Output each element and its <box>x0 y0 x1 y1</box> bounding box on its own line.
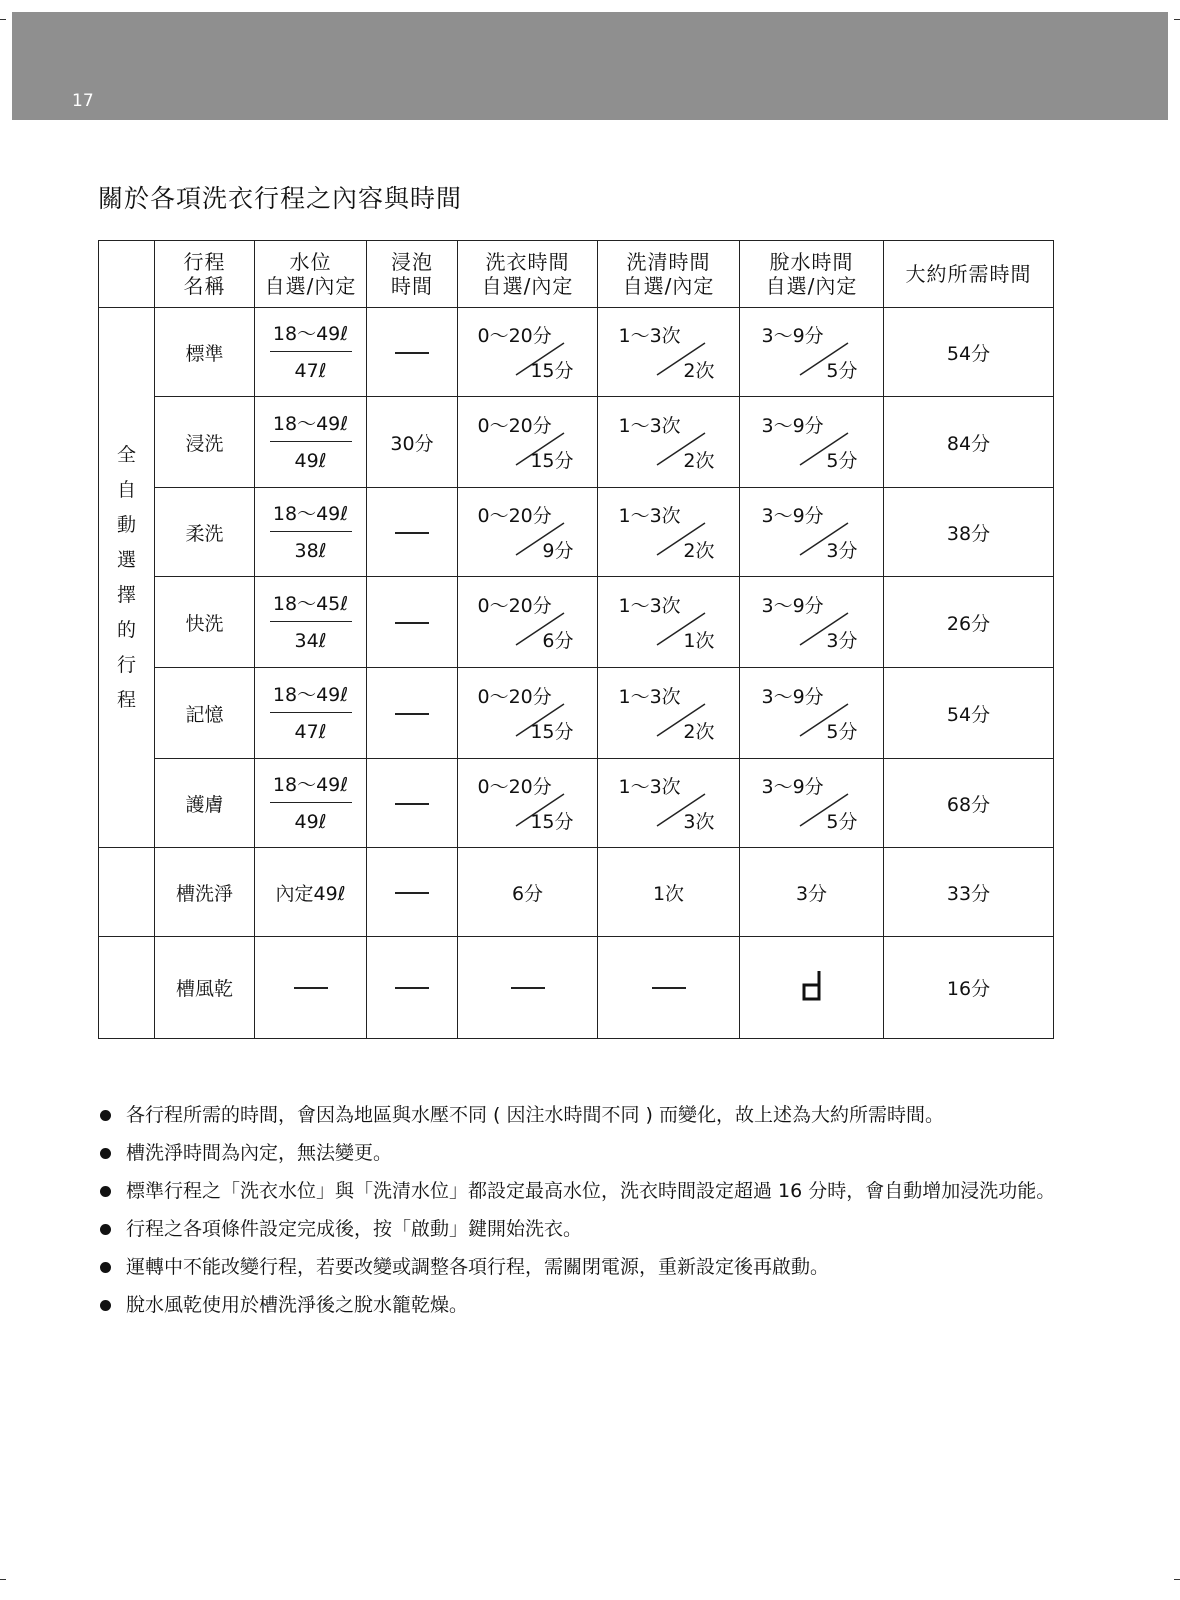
note-text: 槽洗淨時間為內定，無法變更。 <box>126 1142 393 1164</box>
cycle-name: 浸洗 <box>185 432 224 455</box>
not-applicable-dash <box>395 892 429 894</box>
wash-time-range: 0～20分 <box>477 415 552 437</box>
wash-time-setting <box>468 409 588 475</box>
fraction-bar <box>270 802 352 803</box>
soak-time-cell <box>367 397 458 488</box>
note-item <box>98 1216 1058 1242</box>
fraction-bar <box>270 621 352 622</box>
not-applicable-dash <box>395 352 429 354</box>
rinse-count: 1次 <box>652 882 685 905</box>
bullet-icon <box>100 1224 111 1235</box>
note-item <box>98 1292 1058 1318</box>
crop-mark <box>1174 1579 1180 1580</box>
note-text: 各行程所需的時間，會因為地區與水壓不同 ( 因注水時間不同 ) 而變化，故上述為大約所需時間。 <box>126 1104 944 1126</box>
spin-time-cell <box>740 308 884 397</box>
water-level-range: 18～49ℓ <box>272 773 349 796</box>
rinse-count-setting <box>609 319 729 385</box>
wash-time-default: 15分 <box>530 721 574 743</box>
not-applicable-dash <box>395 987 429 989</box>
water-level-fraction <box>270 591 352 654</box>
water-level-cell <box>255 397 367 488</box>
water-level-default: 47ℓ <box>294 720 327 743</box>
spin-time-default: 5分 <box>826 721 858 743</box>
wash-time-default: 15分 <box>530 450 574 472</box>
cycle-name-cell <box>155 397 255 488</box>
water-level-range: 18～45ℓ <box>272 592 349 615</box>
cycle-name-cell <box>155 488 255 577</box>
spin-time: 3分 <box>795 882 828 905</box>
note-text: 行程之各項條件設定完成後，按「啟動」鍵開始洗衣。 <box>126 1218 583 1240</box>
header-wash-time: 洗衣時間 自選/內定 <box>458 241 598 308</box>
soak-time-cell <box>367 308 458 397</box>
group-label-char: 行 <box>116 653 136 676</box>
cycle-name: 柔洗 <box>185 522 224 545</box>
water-level-cell <box>255 577 367 668</box>
spin-time-cell <box>740 848 884 937</box>
rinse-count-range: 1～3次 <box>618 595 681 617</box>
wash-time-range: 0～20分 <box>477 686 552 708</box>
spin-time-cell <box>740 937 884 1039</box>
rinse-count-setting <box>609 589 729 655</box>
water-level-default: 49ℓ <box>294 449 327 472</box>
header-soak-time: 浸泡 時間 <box>367 241 458 308</box>
page-number: 17 <box>72 91 94 111</box>
rinse-count-range: 1～3次 <box>618 505 681 527</box>
wash-time-setting <box>468 589 588 655</box>
rinse-cell <box>598 668 740 759</box>
total-time: 16分 <box>946 978 991 1000</box>
cycle-name: 槽風乾 <box>175 978 233 1000</box>
rinse-cell <box>598 937 740 1039</box>
table-header-row <box>99 241 1054 308</box>
rinse-count-setting <box>609 680 729 746</box>
header-band <box>12 12 1168 120</box>
total-time-cell <box>884 308 1054 397</box>
water-level-range: 18～49ℓ <box>272 683 349 706</box>
not-applicable-dash <box>395 622 429 624</box>
header-spin-time: 脫水時間 自選/內定 <box>740 241 884 308</box>
wash-time-default: 9分 <box>542 540 574 562</box>
spin-time-cell <box>740 668 884 759</box>
table-row <box>99 577 1054 668</box>
wash-time-cell <box>458 308 598 397</box>
wash-time-range: 0～20分 <box>477 776 552 798</box>
note-item <box>98 1102 1058 1128</box>
header-group <box>99 241 155 308</box>
total-time-cell <box>884 668 1054 759</box>
total-time-cell <box>884 577 1054 668</box>
not-applicable-dash <box>395 713 429 715</box>
total-time-cell <box>884 488 1054 577</box>
note-item <box>98 1140 1058 1166</box>
total-time: 26分 <box>946 612 991 635</box>
total-time: 54分 <box>946 703 991 726</box>
cycle-name: 記憶 <box>185 703 224 726</box>
water-level-cell <box>255 668 367 759</box>
cycle-name: 護膚 <box>185 793 224 816</box>
wash-time-default: 15分 <box>530 811 574 833</box>
spin-time-cell <box>740 759 884 848</box>
table-row <box>99 759 1054 848</box>
bullet-icon <box>100 1110 111 1121</box>
total-time: 68分 <box>946 793 991 816</box>
total-time: 33分 <box>946 882 991 905</box>
rinse-count-range: 1～3次 <box>618 415 681 437</box>
wash-time-cell <box>458 937 598 1039</box>
water-level-default: 38ℓ <box>294 539 327 562</box>
bullet-icon <box>100 1186 111 1197</box>
spin-time-default: 5分 <box>826 450 858 472</box>
spin-time-range: 3～9分 <box>761 505 824 527</box>
total-time: 84分 <box>946 432 991 455</box>
soak-time-cell <box>367 577 458 668</box>
spin-time-setting <box>752 770 872 836</box>
spin-time-cell <box>740 488 884 577</box>
rinse-count-default: 2次 <box>683 721 715 743</box>
note-item <box>98 1254 1058 1280</box>
spin-time-default: 3分 <box>826 630 858 652</box>
wash-time-default: 6分 <box>542 630 574 652</box>
page-title: 關於各項洗衣行程之內容與時間 <box>98 184 463 213</box>
wash-time-range: 0～20分 <box>477 505 552 527</box>
bullet-icon <box>100 1148 111 1159</box>
notes-list <box>98 1102 1058 1330</box>
rinse-count-setting <box>609 409 729 475</box>
total-time: 38分 <box>946 522 991 545</box>
cycle-name-cell <box>155 668 255 759</box>
spin-time-range: 3～9分 <box>761 686 824 708</box>
water-level-fixed: 內定49ℓ <box>275 882 346 905</box>
soak-time-cell <box>367 848 458 937</box>
wash-time-setting <box>468 680 588 746</box>
header-water-level: 水位 自選/內定 <box>255 241 367 308</box>
spin-time-cell <box>740 577 884 668</box>
water-level-cell <box>255 308 367 397</box>
note-text: 標準行程之「洗衣水位」與「洗清水位」都設定最高水位，洗衣時間設定超過 16 分時，會自動增加浸洗功能。 <box>126 1180 1056 1202</box>
cycle-name-cell <box>155 937 255 1039</box>
spin-time-range: 3～9分 <box>761 776 824 798</box>
rinse-count-default: 2次 <box>683 360 715 382</box>
soak-time-cell <box>367 937 458 1039</box>
water-level-fraction <box>270 501 352 564</box>
wash-time-cell <box>458 759 598 848</box>
spin-time-setting <box>752 409 872 475</box>
cycle-name: 標準 <box>185 342 224 365</box>
rinse-count-default: 2次 <box>683 540 715 562</box>
table-row-tub-clean <box>99 848 1054 937</box>
spin-time-range: 3～9分 <box>761 595 824 617</box>
water-level-cell <box>255 848 367 937</box>
rinse-count-range: 1～3次 <box>618 776 681 798</box>
water-level-cell <box>255 937 367 1039</box>
rinse-cell <box>598 848 740 937</box>
wash-time-setting <box>468 319 588 385</box>
group-label-char: 自 <box>116 478 136 501</box>
water-level-range: 18～49ℓ <box>272 412 349 435</box>
total-time-cell <box>884 848 1054 937</box>
wash-time-range: 0～20分 <box>477 325 552 347</box>
rinse-count-default: 2次 <box>683 450 715 472</box>
not-applicable-dash <box>294 987 328 989</box>
water-level-cell <box>255 759 367 848</box>
rinse-count-default: 1次 <box>683 630 715 652</box>
rinse-cell <box>598 577 740 668</box>
soak-time-cell <box>367 759 458 848</box>
spin-time-cell <box>740 397 884 488</box>
rinse-cell <box>598 488 740 577</box>
water-level-fraction <box>270 321 352 384</box>
spin-time-setting <box>752 589 872 655</box>
note-item <box>98 1178 1058 1204</box>
cycle-name-cell <box>155 848 255 937</box>
soak-time-cell <box>367 488 458 577</box>
table-row <box>99 308 1054 397</box>
water-level-cell <box>255 488 367 577</box>
group-label-char: 全 <box>116 443 136 466</box>
wash-cycle-table <box>98 240 1054 1039</box>
spin-time-setting <box>752 680 872 746</box>
wash-time-cell <box>458 848 598 937</box>
wash-time: 6分 <box>511 882 544 905</box>
total-time-cell <box>884 397 1054 488</box>
header-total-time: 大約所需時間 <box>884 241 1054 308</box>
spin-time-default: 5分 <box>826 360 858 382</box>
header-cycle-name: 行程 名稱 <box>155 241 255 308</box>
cycle-name: 快洗 <box>185 612 224 635</box>
rinse-count-setting <box>609 770 729 836</box>
water-level-fraction <box>270 772 352 835</box>
crop-mark <box>1174 19 1180 20</box>
rinse-count-setting <box>609 499 729 565</box>
fraction-bar <box>270 351 352 352</box>
group-label-char: 的 <box>116 618 136 641</box>
spin-time-range: 3～9分 <box>761 415 824 437</box>
wash-time-default: 15分 <box>530 360 574 382</box>
rinse-cell <box>598 397 740 488</box>
table-row <box>99 488 1054 577</box>
total-time-cell <box>884 759 1054 848</box>
water-level-range: 18～49ℓ <box>272 322 349 345</box>
water-level-range: 18～49ℓ <box>272 502 349 525</box>
rinse-count-default: 3次 <box>683 811 715 833</box>
water-level-fraction <box>270 682 352 745</box>
wash-time-cell <box>458 488 598 577</box>
water-level-fraction <box>270 411 352 474</box>
group-cell <box>99 937 155 1039</box>
cycle-name-cell <box>155 759 255 848</box>
group-label-char: 擇 <box>116 583 136 606</box>
water-level-default: 49ℓ <box>294 810 327 833</box>
spin-time-setting <box>752 499 872 565</box>
fraction-bar <box>270 441 352 442</box>
group-label-char: 動 <box>116 513 136 536</box>
spin-time-default: 3分 <box>826 540 858 562</box>
cycle-name-cell <box>155 308 255 397</box>
soak-time-cell <box>367 668 458 759</box>
not-applicable-dash <box>395 532 429 534</box>
spin-time-range: 3～9分 <box>761 325 824 347</box>
crop-mark <box>0 1579 6 1580</box>
total-time: 54分 <box>946 342 991 365</box>
group-label-char: 選 <box>116 548 136 571</box>
not-applicable-dash <box>652 987 686 989</box>
spin-time-default: 5分 <box>826 811 858 833</box>
fraction-bar <box>270 531 352 532</box>
rinse-count-range: 1～3次 <box>618 686 681 708</box>
table-row <box>99 397 1054 488</box>
bullet-icon <box>100 1300 111 1311</box>
wash-time-setting <box>468 499 588 565</box>
crop-mark <box>0 19 6 20</box>
wash-time-cell <box>458 577 598 668</box>
rinse-cell <box>598 759 740 848</box>
seven-segment-d-icon <box>800 968 824 1007</box>
bullet-icon <box>100 1262 111 1273</box>
total-time-cell <box>884 937 1054 1039</box>
note-text: 運轉中不能改變行程，若要改變或調整各項行程，需關閉電源，重新設定後再啟動。 <box>126 1256 830 1278</box>
wash-time-range: 0～20分 <box>477 595 552 617</box>
table-row <box>99 668 1054 759</box>
group-cell <box>99 848 155 937</box>
cycle-name-cell <box>155 577 255 668</box>
water-level-default: 47ℓ <box>294 359 327 382</box>
not-applicable-dash <box>511 987 545 989</box>
wash-time-setting <box>468 770 588 836</box>
water-level-default: 34ℓ <box>294 629 327 652</box>
soak-time: 30分 <box>390 432 434 455</box>
auto-cycle-group-label <box>99 308 155 848</box>
rinse-count-range: 1～3次 <box>618 325 681 347</box>
not-applicable-dash <box>395 803 429 805</box>
note-text: 脫水風乾使用於槽洗淨後之脫水籠乾燥。 <box>126 1294 469 1316</box>
fraction-bar <box>270 712 352 713</box>
wash-time-cell <box>458 397 598 488</box>
cycle-name: 槽洗淨 <box>175 882 233 905</box>
table-row-tub-dry <box>99 937 1054 1039</box>
spin-time-setting <box>752 319 872 385</box>
header-rinse: 洗清時間 自選/內定 <box>598 241 740 308</box>
group-label-char: 程 <box>116 688 136 711</box>
rinse-cell <box>598 308 740 397</box>
wash-time-cell <box>458 668 598 759</box>
